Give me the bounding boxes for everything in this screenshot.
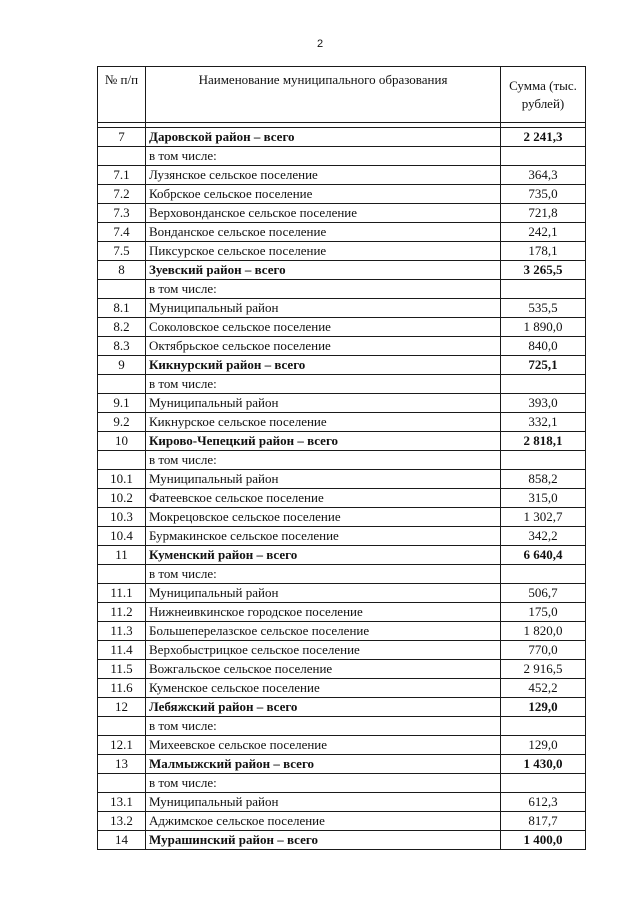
row-number: 7.2: [98, 185, 146, 204]
row-name: Лузянское сельское поселение: [146, 166, 501, 185]
row-name: Даровской район – всего: [146, 128, 501, 147]
row-sum: [501, 280, 586, 299]
row-name: Кикнурское сельское поселение: [146, 413, 501, 432]
row-name: в том числе:: [146, 565, 501, 584]
row-sum: 393,0: [501, 394, 586, 413]
row-number: [98, 280, 146, 299]
row-number: [98, 147, 146, 166]
table-row: [98, 451, 586, 470]
table-row: [98, 717, 586, 736]
row-sum: 535,5: [501, 299, 586, 318]
row-name: Вожгальское сельское поселение: [146, 660, 501, 679]
table-row: [98, 242, 586, 261]
table-row: [98, 318, 586, 337]
table-row: [98, 470, 586, 489]
table-row: [98, 812, 586, 831]
row-name: Фатеевское сельское поселение: [146, 489, 501, 508]
row-sum: 2 241,3: [501, 128, 586, 147]
table-row: [98, 375, 586, 394]
row-number: 13.1: [98, 793, 146, 812]
row-number: 10: [98, 432, 146, 451]
row-sum: 1 430,0: [501, 755, 586, 774]
row-name: Октябрьское сельское поселение: [146, 337, 501, 356]
district-total-row: [98, 755, 586, 774]
row-name: Соколовское сельское поселение: [146, 318, 501, 337]
row-number: 7.1: [98, 166, 146, 185]
table-row: [98, 622, 586, 641]
row-sum: [501, 375, 586, 394]
header-number: № п/п: [98, 67, 146, 123]
district-total-row: [98, 432, 586, 451]
table-row: [98, 337, 586, 356]
row-sum: 452,2: [501, 679, 586, 698]
row-name: Пикcурское сельское поселение: [146, 242, 501, 261]
row-name: Муниципальный район: [146, 299, 501, 318]
row-name: в том числе:: [146, 774, 501, 793]
row-name: Куменский район – всего: [146, 546, 501, 565]
row-sum: 840,0: [501, 337, 586, 356]
table-row: [98, 147, 586, 166]
row-number: 8.1: [98, 299, 146, 318]
header-sum: Сумма (тыс. рублей): [501, 67, 586, 123]
row-name: Верховонданское сельское поселение: [146, 204, 501, 223]
row-sum: 721,8: [501, 204, 586, 223]
table-row: [98, 774, 586, 793]
row-number: [98, 565, 146, 584]
row-name: Кирово-Чепецкий район – всего: [146, 432, 501, 451]
row-name: Михеевское сельское поселение: [146, 736, 501, 755]
row-number: 8.3: [98, 337, 146, 356]
row-sum: 858,2: [501, 470, 586, 489]
row-sum: 735,0: [501, 185, 586, 204]
row-sum: 2 916,5: [501, 660, 586, 679]
row-number: 7.5: [98, 242, 146, 261]
row-name: Кикнурский район – всего: [146, 356, 501, 375]
row-sum: 770,0: [501, 641, 586, 660]
row-name: Нижнеивкинское городское поселение: [146, 603, 501, 622]
table-row: [98, 223, 586, 242]
row-sum: 175,0: [501, 603, 586, 622]
row-number: 9.1: [98, 394, 146, 413]
row-name: Куменское сельское поселение: [146, 679, 501, 698]
row-number: [98, 774, 146, 793]
row-sum: 3 265,5: [501, 261, 586, 280]
row-number: [98, 375, 146, 394]
row-sum: 612,3: [501, 793, 586, 812]
row-name: Аджимское сельское поселение: [146, 812, 501, 831]
row-number: 8: [98, 261, 146, 280]
row-name: в том числе:: [146, 717, 501, 736]
row-sum: 1 302,7: [501, 508, 586, 527]
budget-table: [97, 66, 586, 850]
row-sum: 332,1: [501, 413, 586, 432]
row-name: Лебяжский район – всего: [146, 698, 501, 717]
row-number: 10.2: [98, 489, 146, 508]
table-row: [98, 204, 586, 223]
row-name: Муниципальный район: [146, 394, 501, 413]
table-row: [98, 527, 586, 546]
row-sum: 178,1: [501, 242, 586, 261]
row-name: Муниципальный район: [146, 470, 501, 489]
table-row: [98, 793, 586, 812]
row-sum: 817,7: [501, 812, 586, 831]
row-number: 11.5: [98, 660, 146, 679]
table-row: [98, 413, 586, 432]
row-number: 10.4: [98, 527, 146, 546]
row-name: Вонданское сельское поселение: [146, 223, 501, 242]
table-row: [98, 299, 586, 318]
row-sum: [501, 147, 586, 166]
row-number: 7.4: [98, 223, 146, 242]
row-sum: 242,1: [501, 223, 586, 242]
row-number: 7.3: [98, 204, 146, 223]
row-number: [98, 717, 146, 736]
table-row: [98, 660, 586, 679]
row-sum: 506,7: [501, 584, 586, 603]
row-sum: [501, 717, 586, 736]
header-name: Наименование муниципального образования: [146, 67, 501, 123]
district-total-row: [98, 128, 586, 147]
row-sum: [501, 774, 586, 793]
table-header-row: [98, 67, 586, 123]
row-number: 9: [98, 356, 146, 375]
table-row: [98, 641, 586, 660]
table-row: [98, 565, 586, 584]
district-total-row: [98, 698, 586, 717]
row-sum: [501, 451, 586, 470]
row-number: [98, 451, 146, 470]
row-number: 11.4: [98, 641, 146, 660]
district-total-row: [98, 831, 586, 850]
row-name: в том числе:: [146, 451, 501, 470]
row-name: Муниципальный район: [146, 584, 501, 603]
page-number: 2: [316, 38, 324, 50]
row-name: Бурмакинское сельское поселение: [146, 527, 501, 546]
row-number: 11.3: [98, 622, 146, 641]
row-sum: 725,1: [501, 356, 586, 375]
row-sum: 129,0: [501, 698, 586, 717]
row-sum: 6 640,4: [501, 546, 586, 565]
row-name: Малмыжский район – всего: [146, 755, 501, 774]
row-number: 10.3: [98, 508, 146, 527]
row-number: 13: [98, 755, 146, 774]
row-name: Большеперелазское сельское поселение: [146, 622, 501, 641]
table-row: [98, 489, 586, 508]
row-sum: 2 818,1: [501, 432, 586, 451]
row-number: 7: [98, 128, 146, 147]
row-number: 14: [98, 831, 146, 850]
table-row: [98, 185, 586, 204]
row-sum: [501, 565, 586, 584]
district-total-row: [98, 356, 586, 375]
row-name: Зуевский район – всего: [146, 261, 501, 280]
row-name: в том числе:: [146, 280, 501, 299]
row-number: 11.1: [98, 584, 146, 603]
row-name: Верхобыстрицкое сельское поселение: [146, 641, 501, 660]
row-sum: 129,0: [501, 736, 586, 755]
table-row: [98, 166, 586, 185]
row-number: 13.2: [98, 812, 146, 831]
row-number: 11.2: [98, 603, 146, 622]
table-row: [98, 679, 586, 698]
district-total-row: [98, 546, 586, 565]
table-row: [98, 394, 586, 413]
row-number: 11: [98, 546, 146, 565]
row-name: в том числе:: [146, 147, 501, 166]
row-name: Мурашинский район – всего: [146, 831, 501, 850]
row-number: 12: [98, 698, 146, 717]
row-name: Кобрское сельское поселение: [146, 185, 501, 204]
row-number: 10.1: [98, 470, 146, 489]
table-body: [98, 123, 586, 850]
row-number: 12.1: [98, 736, 146, 755]
row-sum: 315,0: [501, 489, 586, 508]
table-row: [98, 584, 586, 603]
row-number: 8.2: [98, 318, 146, 337]
row-name: Мокрецовское сельское поселение: [146, 508, 501, 527]
row-name: в том числе:: [146, 375, 501, 394]
row-sum: 364,3: [501, 166, 586, 185]
table-row: [98, 280, 586, 299]
row-number: 9.2: [98, 413, 146, 432]
table-row: [98, 603, 586, 622]
row-name: Муниципальный район: [146, 793, 501, 812]
district-total-row: [98, 261, 586, 280]
row-sum: 1 820,0: [501, 622, 586, 641]
row-number: 11.6: [98, 679, 146, 698]
row-sum: 1 890,0: [501, 318, 586, 337]
table-row: [98, 736, 586, 755]
table-row: [98, 508, 586, 527]
row-sum: 1 400,0: [501, 831, 586, 850]
row-sum: 342,2: [501, 527, 586, 546]
